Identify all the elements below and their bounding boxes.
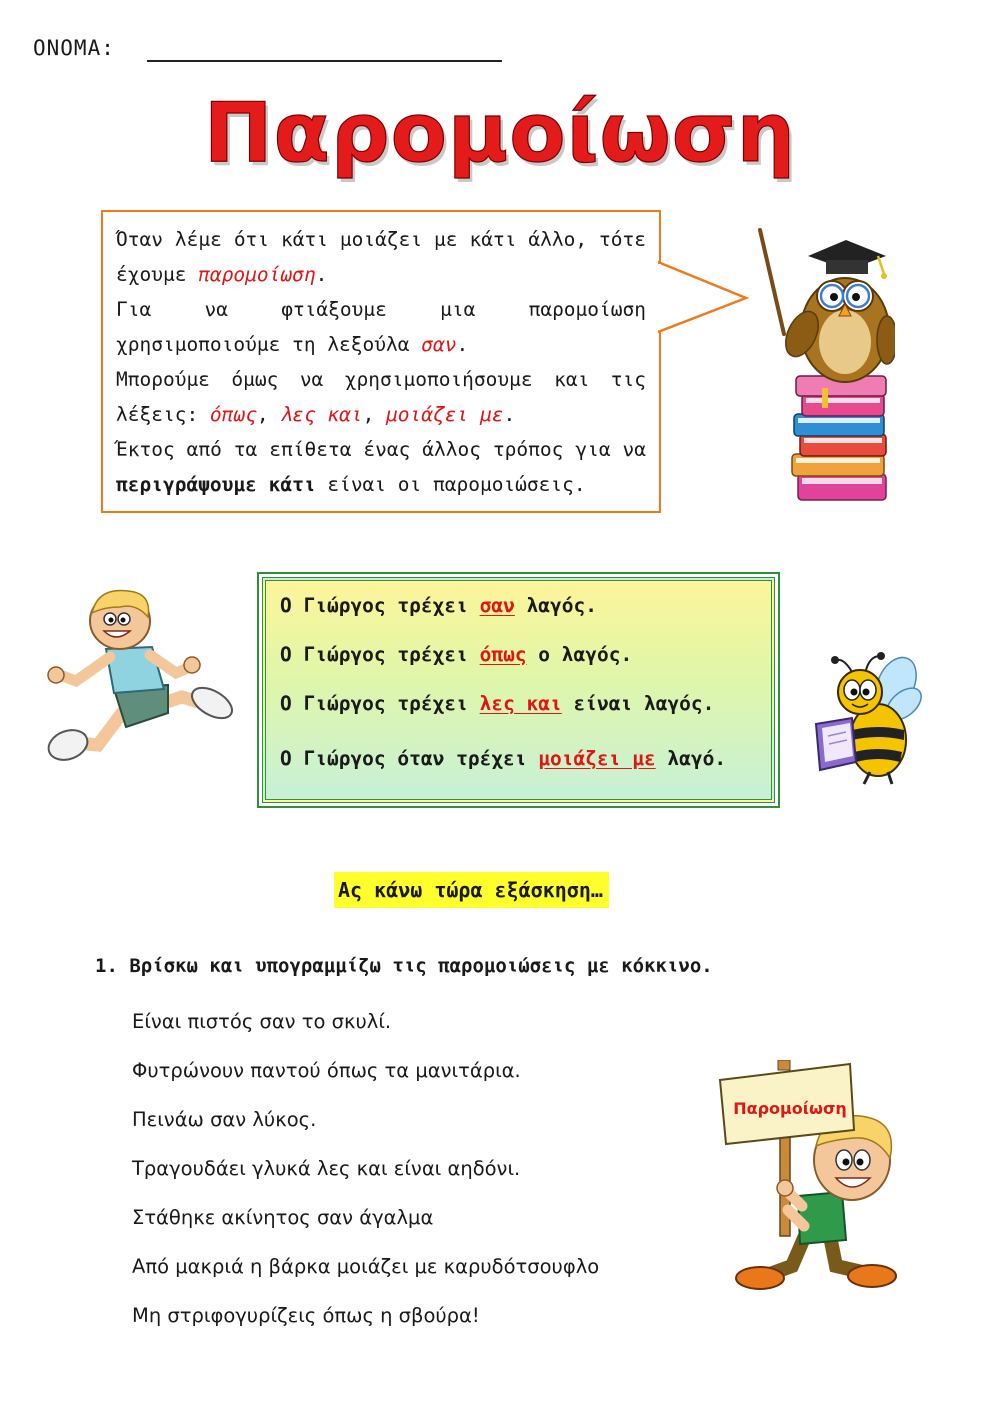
text: Για να φτιάξουμε μια παρομοίωση χρησιμοποιούμε τη λεξούλα — [116, 298, 646, 356]
text: ο λαγός. — [526, 643, 633, 666]
bold-phrase: περιγράψουμε κάτι — [116, 473, 316, 496]
exercise-sentence[interactable]: Μη στριφογυρίζεις όπως η σβούρα! — [132, 1304, 480, 1327]
exercise-sentence[interactable]: Είναι πιστός σαν το σκυλί. — [132, 1010, 392, 1033]
text: Ο Γιώργος τρέχει — [280, 594, 480, 617]
text: . — [503, 403, 516, 426]
boy-with-sign-icon — [712, 1060, 922, 1295]
simile-word: μοιάζει με — [538, 747, 656, 770]
exercise-sentence[interactable]: Πεινάω σαν λύκος. — [132, 1108, 317, 1131]
keyword: όπως — [209, 403, 257, 426]
text: Όταν λέμε ότι κάτι μοιάζει με κάτι άλλο, τότε έχουμε — [116, 228, 646, 286]
exercise-sentence[interactable]: Φυτρώνουν παντού όπως τα μανιτάρια. — [132, 1059, 521, 1082]
exercise-title: 1. Βρίσκω και υπογραμμίζω τις παρομοιώσεις με κόκκινο. — [95, 955, 713, 977]
example-sentence — [280, 643, 632, 666]
explanation-paragraph — [116, 432, 646, 502]
text: Έκτος από τα επίθετα ένας άλλος τρόπος για να — [116, 438, 646, 461]
simile-word: σαν — [479, 594, 515, 617]
text: , — [362, 403, 387, 426]
reading-bee-icon — [808, 652, 926, 787]
example-sentence — [280, 594, 597, 617]
exercise-sentence[interactable]: Στάθηκε ακίνητος σαν άγαλμα — [132, 1206, 434, 1229]
text: λαγό. — [655, 747, 727, 770]
example-sentence — [280, 747, 726, 770]
keyword: μοιάζει με — [386, 403, 504, 426]
text: . — [456, 333, 469, 356]
running-boy-icon — [40, 585, 238, 785]
text: Ο Γιώργος τρέχει — [280, 692, 480, 715]
explanation-paragraph — [116, 222, 646, 292]
text: . — [315, 263, 328, 286]
sign-text: Παρομοίωση — [733, 1099, 847, 1118]
keyword: παρομοίωση — [198, 263, 316, 286]
practice-heading: Ας κάνω τώρα εξάσκηση… — [334, 872, 609, 908]
book-stack-icon — [792, 376, 886, 500]
simile-word: λες και — [479, 692, 562, 715]
explanation-text — [116, 222, 646, 502]
explanation-paragraph — [116, 362, 646, 432]
simile-word: όπως — [479, 643, 527, 666]
page-title: Παρομοίωση — [203, 86, 797, 181]
text: Ο Γιώργος όταν τρέχει — [280, 747, 539, 770]
text: είναι οι παρομοιώσεις. — [315, 473, 586, 496]
exercise-sentence[interactable]: Τραγουδάει γλυκά λες και είναι αηδόνι. — [132, 1157, 521, 1180]
exercise-sentence[interactable]: Από μακριά η βάρκα μοιάζει με καρυδότσουφλο — [132, 1255, 600, 1278]
owl-teacher-icon — [750, 222, 895, 507]
name-label: ΟΝΟΜΑ: — [33, 36, 115, 60]
text: Μπορούμε όμως να χρησιμοποιήσουμε και τις λέξεις: — [116, 368, 646, 426]
text: είναι λαγός. — [561, 692, 715, 715]
example-sentence — [280, 692, 714, 715]
text: λαγός. — [514, 594, 598, 617]
bubble-tail — [658, 260, 753, 350]
keyword: λες και — [280, 403, 363, 426]
keyword: σαν — [421, 333, 457, 356]
text: Ο Γιώργος τρέχει — [280, 643, 480, 666]
text: , — [256, 403, 281, 426]
explanation-paragraph — [116, 292, 646, 362]
name-blank-line[interactable] — [147, 60, 502, 62]
